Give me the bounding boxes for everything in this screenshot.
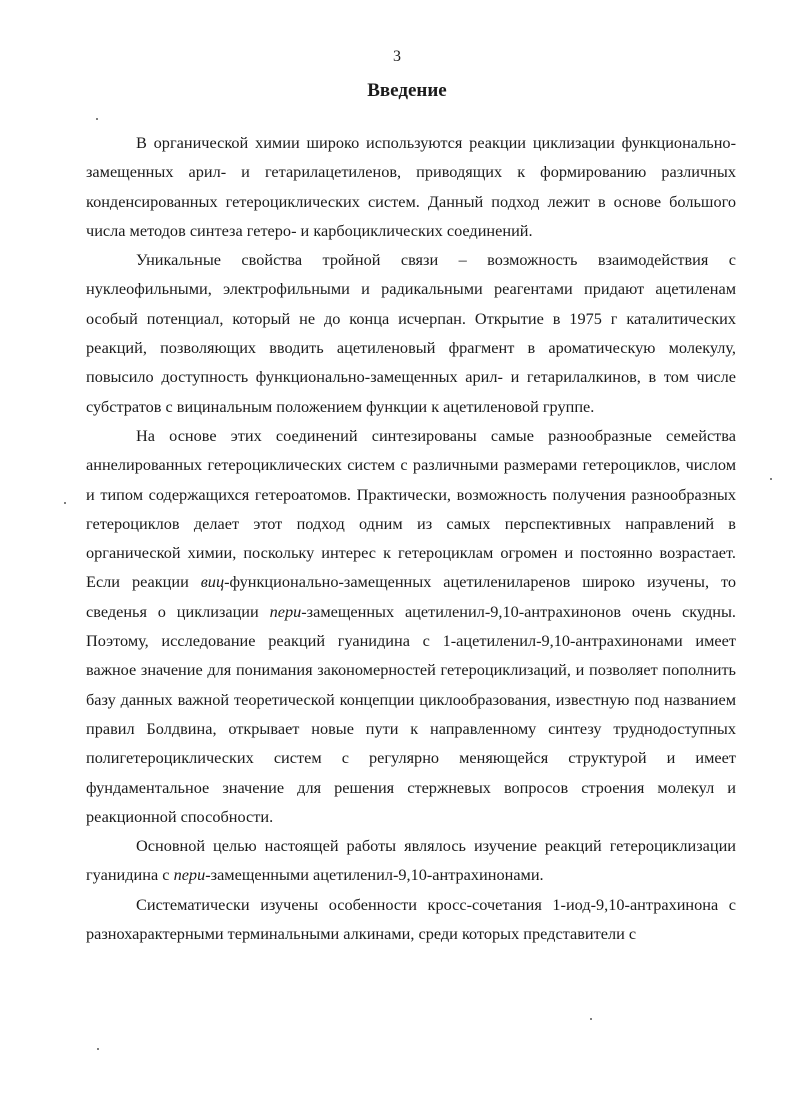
paragraph-3 bbox=[86, 421, 736, 831]
text-run: -замещенными ацетиленил-9,10-антрахинонами. bbox=[205, 865, 544, 885]
italic-term: пери bbox=[173, 865, 206, 885]
page-number: 3 bbox=[393, 48, 401, 65]
italic-term: пери bbox=[269, 601, 302, 621]
text-run: Основной целью настоящей работы являлось изучение реакций гетероциклизации гуанидина с bbox=[86, 836, 736, 885]
scan-speck bbox=[770, 478, 772, 480]
paragraph-2 bbox=[86, 245, 736, 421]
text-run: В органической химии широко используются реакции циклизации функционально-замещенных арил- и гетарилацетиленов, приводящих к формированию различных конденсированных гетероциклических систем. Данный подход лежит в основе большого числа методов синтеза гетеро- и карбоциклических соединений. bbox=[86, 133, 736, 240]
paragraph-4 bbox=[86, 831, 736, 890]
scan-speck bbox=[590, 1018, 592, 1020]
text-run: Уникальные свойства тройной связи – возможность взаимодействия с нуклеофильными, электрофильными и радикальными реагентами придают ацетиленам особый потенциал, который не до конца исчерпан. Открытие в 1975 г каталитических реакций, позволяющих вводить ацетиленовый фрагмент в ароматическую молекулу, повысило доступность функционально-замещенных арил- и гетарилалкинов, в том числе субстратов с вицинальным положением функции к ацетиленовой группе. bbox=[86, 250, 736, 416]
text-run: -функционально-замещенных ацетилениларенов широко изучены, то сведенья о циклизации bbox=[86, 572, 736, 621]
scan-speck bbox=[96, 118, 98, 120]
italic-term: виц bbox=[200, 572, 225, 592]
paragraph-5 bbox=[86, 890, 736, 949]
text-run: -замещенных ацетиленил-9,10-антрахинонов очень скудны. Поэтому, исследование реакций гуанидина с 1-ацетиленил-9,10-антрахинонами имеет важное значение для понимания закономерностей гетероциклизаций, и позволяет пополнить базу данных важной теоретической концепции циклообразования, известную под названием правил Болдвина, открывает новые пути к направленному синтезу труднодоступных полигетероциклических систем с регулярно меняющейся структурой и имеет фундаментальное значение для решения стержневых вопросов строения молекул и реакционной способности. bbox=[86, 601, 736, 826]
text-run: На основе этих соединений синтезированы самые разнообразные семейства аннелированных гетероциклических систем с различными размерами гетероциклов, числом и типом содержащихся гетероатомов. Практически, возможность получения разнообразных гетероциклов делает этот подход одним из самых перспективных направлений в органической химии, поскольку интерес к гетероциклам огромен и постоянно возрастает. Если реакции bbox=[86, 425, 736, 592]
scan-speck bbox=[97, 1048, 99, 1050]
text-run: Систематически изучены особенности кросс-сочетания 1-иод-9,10-антрахинона с разнохарактерными терминальными алкинами, среди которых представители с bbox=[86, 894, 736, 944]
page-title: Введение bbox=[367, 80, 447, 101]
paragraph-1 bbox=[86, 128, 736, 245]
body-text bbox=[86, 128, 736, 948]
scan-speck bbox=[64, 502, 66, 504]
